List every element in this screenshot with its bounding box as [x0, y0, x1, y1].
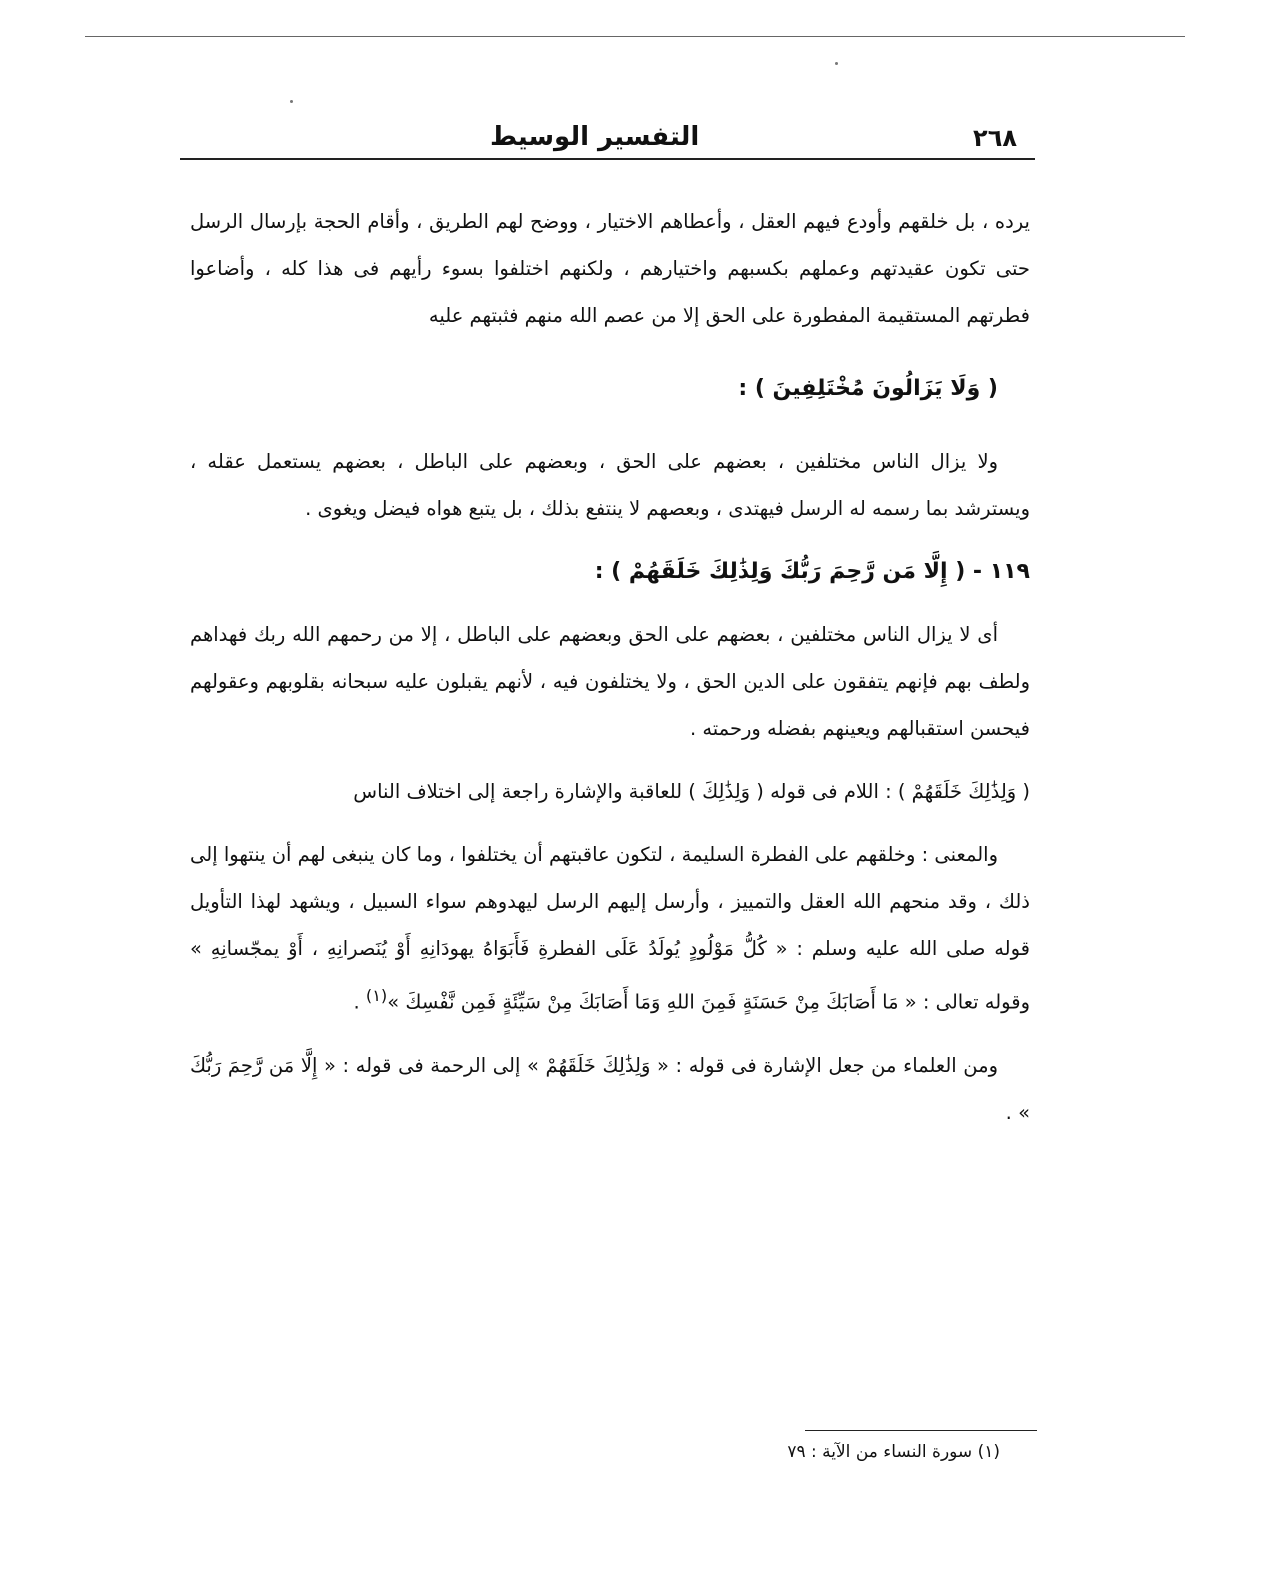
spacer [190, 815, 1030, 831]
spacer [190, 752, 1030, 768]
spacer [190, 595, 1030, 611]
scan-speck [835, 62, 838, 65]
running-title: التفسير الوسيط [490, 122, 700, 152]
page-number: ٢٦٨ [973, 124, 1017, 152]
paragraph-3: أى لا يزال الناس مختلفين ، بعضهم على الحق وبعضهم على الباطل ، إلا من رحمهم الله ربك فهداهم ولطف بهم فإنهم يتفقون على الدين الحق ، ولا يختلفون فيه ، لأنهم يقبلون عليه سبحانه بقلوبهم وعقولهم فيحسن استقبالهم ويعينهم بفضله ورحمته . [190, 623, 1030, 740]
verse-heading-1: ( وَلَا يَزَالُونَ مُخْتَلِفِينَ ) : [738, 376, 998, 401]
scan-speck [290, 100, 293, 103]
paragraph-5-text: والمعنى : وخلقهم على الفطرة السليمة ، لتكون عاقبتهم أن يختلفوا ، وما كان ينبغى لهم أن ينتهوا إلى ذلك ، وقد منحهم الله العقل والتمييز ، وأرسل إليهم الرسل ليهدوهم سواء السبيل ، ويشهد لهذا التأويل قوله صلى الله عليه وسلم : « كُلُّ مَوْلُودٍ يُولَدُ عَلَى الفطرةِ فَأَبَوَاهُ يهودَانِهِ أَوْ يُنَصرانِهِ ، أَوْ يمجّسانِهِ » وقوله تعالى : « مَا أَصَابَكَ مِنْ حَسَنَةٍ فَمِنَ اللهِ وَمَا أَصَابَكَ مِنْ سَيِّئَةٍ فَمِن نَّفْسِكَ » [190, 843, 1030, 1014]
paragraph-5 [190, 831, 1030, 1026]
scan-edge-line [85, 36, 1185, 37]
spacer [190, 412, 1030, 438]
spacer [190, 339, 1030, 365]
page-header [180, 122, 1035, 160]
footnote-separator [805, 1430, 1037, 1431]
paragraph-4: ( وَلِذَٰلِكَ خَلَقَهُمْ ) : اللام فى قوله ( وَلِذَٰلِكَ ) للعاقبة والإشارة راجعة إلى اختلاف الناس [353, 780, 1030, 803]
footnote: (١) سورة النساء من الآية : ٧٩ [787, 1442, 1000, 1462]
paragraph-2: ولا يزال الناس مختلفين ، بعضهم على الحق ، وبعضهم على الباطل ، بعضهم يستعمل عقله ، ويسترشد بما رسمه له الرسل فيهتدى ، وبعصهم لا ينتفع بذلك ، بل يتبع هواه فيضل ويغوى . [190, 450, 1030, 520]
paragraph-5-end: . [353, 990, 366, 1014]
paragraph-1: يرده ، بل خلقهم وأودع فيهم العقل ، وأعطاهم الاختيار ، ووضح لهم الطريق ، وأقام الحجة بإرسال الرسل حتى تكون عقيدتهم وعملهم بكسبهم واختيارهم ، ولكنهم اختلفوا بسوء رأيهم فى هذا كله ، وأضاعوا فطرتهم المستقيمة المفطورة على الحق إلا من عصم الله منهم فثبتهم عليه [190, 210, 1030, 327]
verse-heading-2: ١١٩ - ( إِلَّا مَن رَّحِمَ رَبُّكَ وَلِذَٰلِكَ خَلَقَهُمْ ) : [594, 559, 1030, 584]
footnote-reference: (١) [365, 986, 388, 1005]
paragraph-6: ومن العلماء من جعل الإشارة فى قوله : « وَلِذَٰلِكَ خَلَقَهُمْ » إلى الرحمة فى قوله : « إِلَّا مَن رَّحِمَ رَبُّكَ » . [190, 1053, 1030, 1124]
spacer [190, 1026, 1030, 1042]
page-body [190, 198, 1030, 1136]
spacer [190, 532, 1030, 548]
